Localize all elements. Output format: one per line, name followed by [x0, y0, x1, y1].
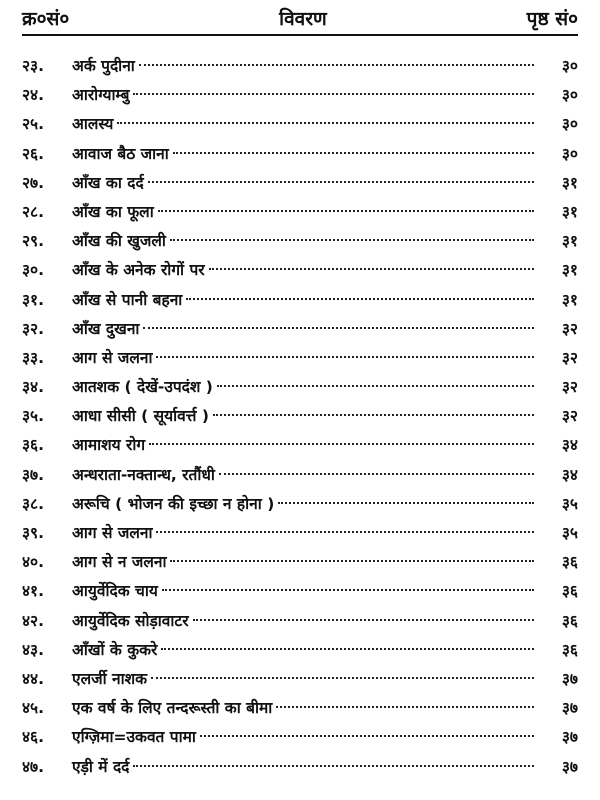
- toc-entry: [22, 140, 578, 169]
- entry-serial-number: ४७.: [22, 757, 45, 776]
- entry-serial-number: २४.: [22, 86, 45, 105]
- dot-leader: [151, 677, 534, 679]
- serial-number-header: क्र०सं०: [22, 8, 70, 30]
- toc-entry: [22, 461, 578, 490]
- dot-leader: [278, 502, 534, 504]
- entry-title: आग से जलना: [72, 524, 153, 542]
- entry-page-number: ३०: [561, 115, 578, 134]
- entry-title: एड़ी में दर्द: [72, 757, 130, 776]
- entry-serial-number: ४०.: [22, 553, 45, 572]
- entry-serial-number: ३५.: [22, 407, 45, 426]
- toc-entry: [22, 256, 578, 285]
- entry-title: आँख का फूला: [72, 202, 154, 221]
- dot-leader: [209, 268, 534, 270]
- entry-serial-number: ३८.: [22, 494, 45, 513]
- dot-leader: [170, 239, 534, 241]
- dot-leader: [158, 210, 534, 212]
- entry-page-number: ३१: [561, 232, 578, 251]
- toc-entry: [22, 490, 578, 519]
- toc-entry: [22, 81, 578, 110]
- entry-page-number: ३४: [561, 436, 578, 455]
- toc-entry: [22, 636, 578, 665]
- entry-page-number: ३१: [561, 290, 578, 309]
- toc-entry: [22, 665, 578, 694]
- dot-leader: [170, 560, 534, 562]
- entry-page-number: ३२: [561, 378, 578, 397]
- dot-leader: [186, 298, 534, 300]
- toc-entry: [22, 169, 578, 198]
- toc-entry: [22, 373, 578, 402]
- entry-title: आधा सीसी ( सूर्यावर्त्त ): [72, 407, 209, 426]
- entry-page-number: ३१: [561, 261, 578, 280]
- entry-page-number: ३०: [561, 86, 578, 105]
- toc-entry: [22, 519, 578, 548]
- dot-leader: [219, 473, 534, 475]
- entry-title: आँख से पानी बहना: [72, 290, 183, 309]
- dot-leader: [276, 706, 534, 708]
- dot-leader: [193, 619, 534, 621]
- entry-page-number: ३२: [561, 319, 578, 338]
- dot-leader: [149, 443, 534, 445]
- toc-header: [22, 0, 578, 36]
- dot-leader: [161, 648, 534, 650]
- entry-title: अरूचि ( भोजन की इच्छा न होना ): [72, 494, 275, 513]
- entry-page-number: ३६: [561, 582, 578, 601]
- entry-title: आग से न जलना: [72, 553, 167, 572]
- entry-page-number: ३७: [561, 669, 578, 688]
- entry-page-number: ३४: [561, 465, 578, 484]
- entry-title: आतशक ( देखें-उपदंश ): [72, 378, 213, 397]
- entry-title: आरोग्याम्बु: [72, 86, 130, 105]
- dot-leader: [173, 152, 534, 154]
- entry-serial-number: ४५.: [22, 699, 45, 718]
- entry-serial-number: ३१.: [22, 290, 45, 309]
- entry-serial-number: २८.: [22, 202, 45, 221]
- toc-entry: [22, 402, 578, 431]
- entry-page-number: ३७: [561, 757, 578, 776]
- entry-page-number: ३५: [561, 494, 578, 513]
- entry-serial-number: ३९.: [22, 524, 45, 542]
- toc-entry: [22, 286, 578, 315]
- dot-leader: [143, 327, 534, 329]
- entry-title: आवाज बैठ जाना: [72, 144, 169, 163]
- toc-entry: [22, 52, 578, 81]
- dot-leader: [200, 735, 534, 737]
- entry-title: एक वर्ष के लिए तन्दरूस्ती का बीमा: [72, 699, 273, 718]
- dot-leader: [133, 765, 534, 767]
- entry-page-number: ३१: [561, 173, 578, 192]
- dot-leader: [156, 531, 534, 533]
- entry-title: आँख दुखना: [72, 319, 140, 338]
- entry-title: एलर्जी नाशक: [72, 669, 148, 688]
- toc-entry: [22, 227, 578, 256]
- entry-title: आँख की खुजली: [72, 232, 166, 251]
- dot-leader: [139, 64, 534, 66]
- entry-serial-number: २९.: [22, 232, 45, 251]
- dot-leader: [217, 385, 534, 387]
- entry-title: आमाशय रोग: [72, 436, 146, 455]
- entry-serial-number: २६.: [22, 144, 45, 163]
- entry-title: एग्ज़िमा=उकवत पामा: [72, 728, 196, 747]
- entry-title: आग से जलना: [72, 348, 153, 367]
- dot-leader: [148, 181, 534, 183]
- entry-serial-number: ४२.: [22, 611, 45, 630]
- toc-entry: [22, 694, 578, 723]
- entry-page-number: ३७: [561, 699, 578, 718]
- entry-title: आँखों के कुकरे: [72, 640, 158, 659]
- entry-title: आँख का दर्द: [72, 173, 144, 192]
- entry-serial-number: ३७.: [22, 465, 45, 484]
- toc-entry: [22, 577, 578, 606]
- entry-page-number: ३६: [561, 553, 578, 572]
- toc-entry: [22, 753, 578, 782]
- dot-leader: [162, 589, 534, 591]
- toc-entry: [22, 431, 578, 460]
- page-number-header: पृष्ठ सं०: [526, 8, 578, 30]
- entry-serial-number: ४४.: [22, 669, 45, 688]
- entry-page-number: ३६: [561, 640, 578, 659]
- entry-page-number: ३०: [561, 57, 578, 75]
- entry-serial-number: २५.: [22, 115, 45, 134]
- entry-title: आँख के अनेक रोगों पर: [72, 261, 205, 280]
- entry-serial-number: ३४.: [22, 378, 45, 397]
- entry-serial-number: २३.: [22, 57, 45, 75]
- entry-page-number: ३२: [561, 407, 578, 426]
- entry-serial-number: ३०.: [22, 261, 45, 280]
- entry-title: अर्क पुदीना: [72, 57, 135, 75]
- toc-entry: [22, 198, 578, 227]
- entry-title: अन्धराता-नक्तान्ध, रतौंधी: [72, 465, 215, 484]
- entry-serial-number: ४६.: [22, 728, 45, 747]
- entry-serial-number: २७.: [22, 173, 45, 192]
- entry-page-number: ३१: [561, 202, 578, 221]
- toc-entry: [22, 110, 578, 139]
- dot-leader: [117, 122, 534, 124]
- entry-page-number: ३७: [561, 728, 578, 747]
- entry-serial-number: ४१.: [22, 582, 45, 601]
- entry-serial-number: ३२.: [22, 319, 45, 338]
- dot-leader: [156, 356, 534, 358]
- description-header: विवरण: [279, 8, 327, 30]
- dot-leader: [133, 93, 534, 95]
- entry-serial-number: ३६.: [22, 436, 45, 455]
- toc-entry: [22, 315, 578, 344]
- dot-leader: [213, 414, 534, 416]
- entry-page-number: ३५: [561, 524, 578, 542]
- entry-page-number: ३२: [561, 348, 578, 367]
- entry-title: आयुर्वेदिक सोड़ावाटर: [72, 611, 189, 630]
- toc-entry: [22, 723, 578, 752]
- toc-entry: [22, 344, 578, 373]
- toc-entries: [22, 52, 578, 782]
- entry-title: आयुर्वेदिक चाय: [72, 582, 158, 601]
- entry-serial-number: ३३.: [22, 348, 45, 367]
- entry-title: आलस्य: [72, 115, 114, 134]
- entry-page-number: ३६: [561, 611, 578, 630]
- entry-page-number: ३०: [561, 144, 578, 163]
- entry-serial-number: ४३.: [22, 640, 45, 659]
- toc-entry: [22, 548, 578, 577]
- toc-entry: [22, 607, 578, 636]
